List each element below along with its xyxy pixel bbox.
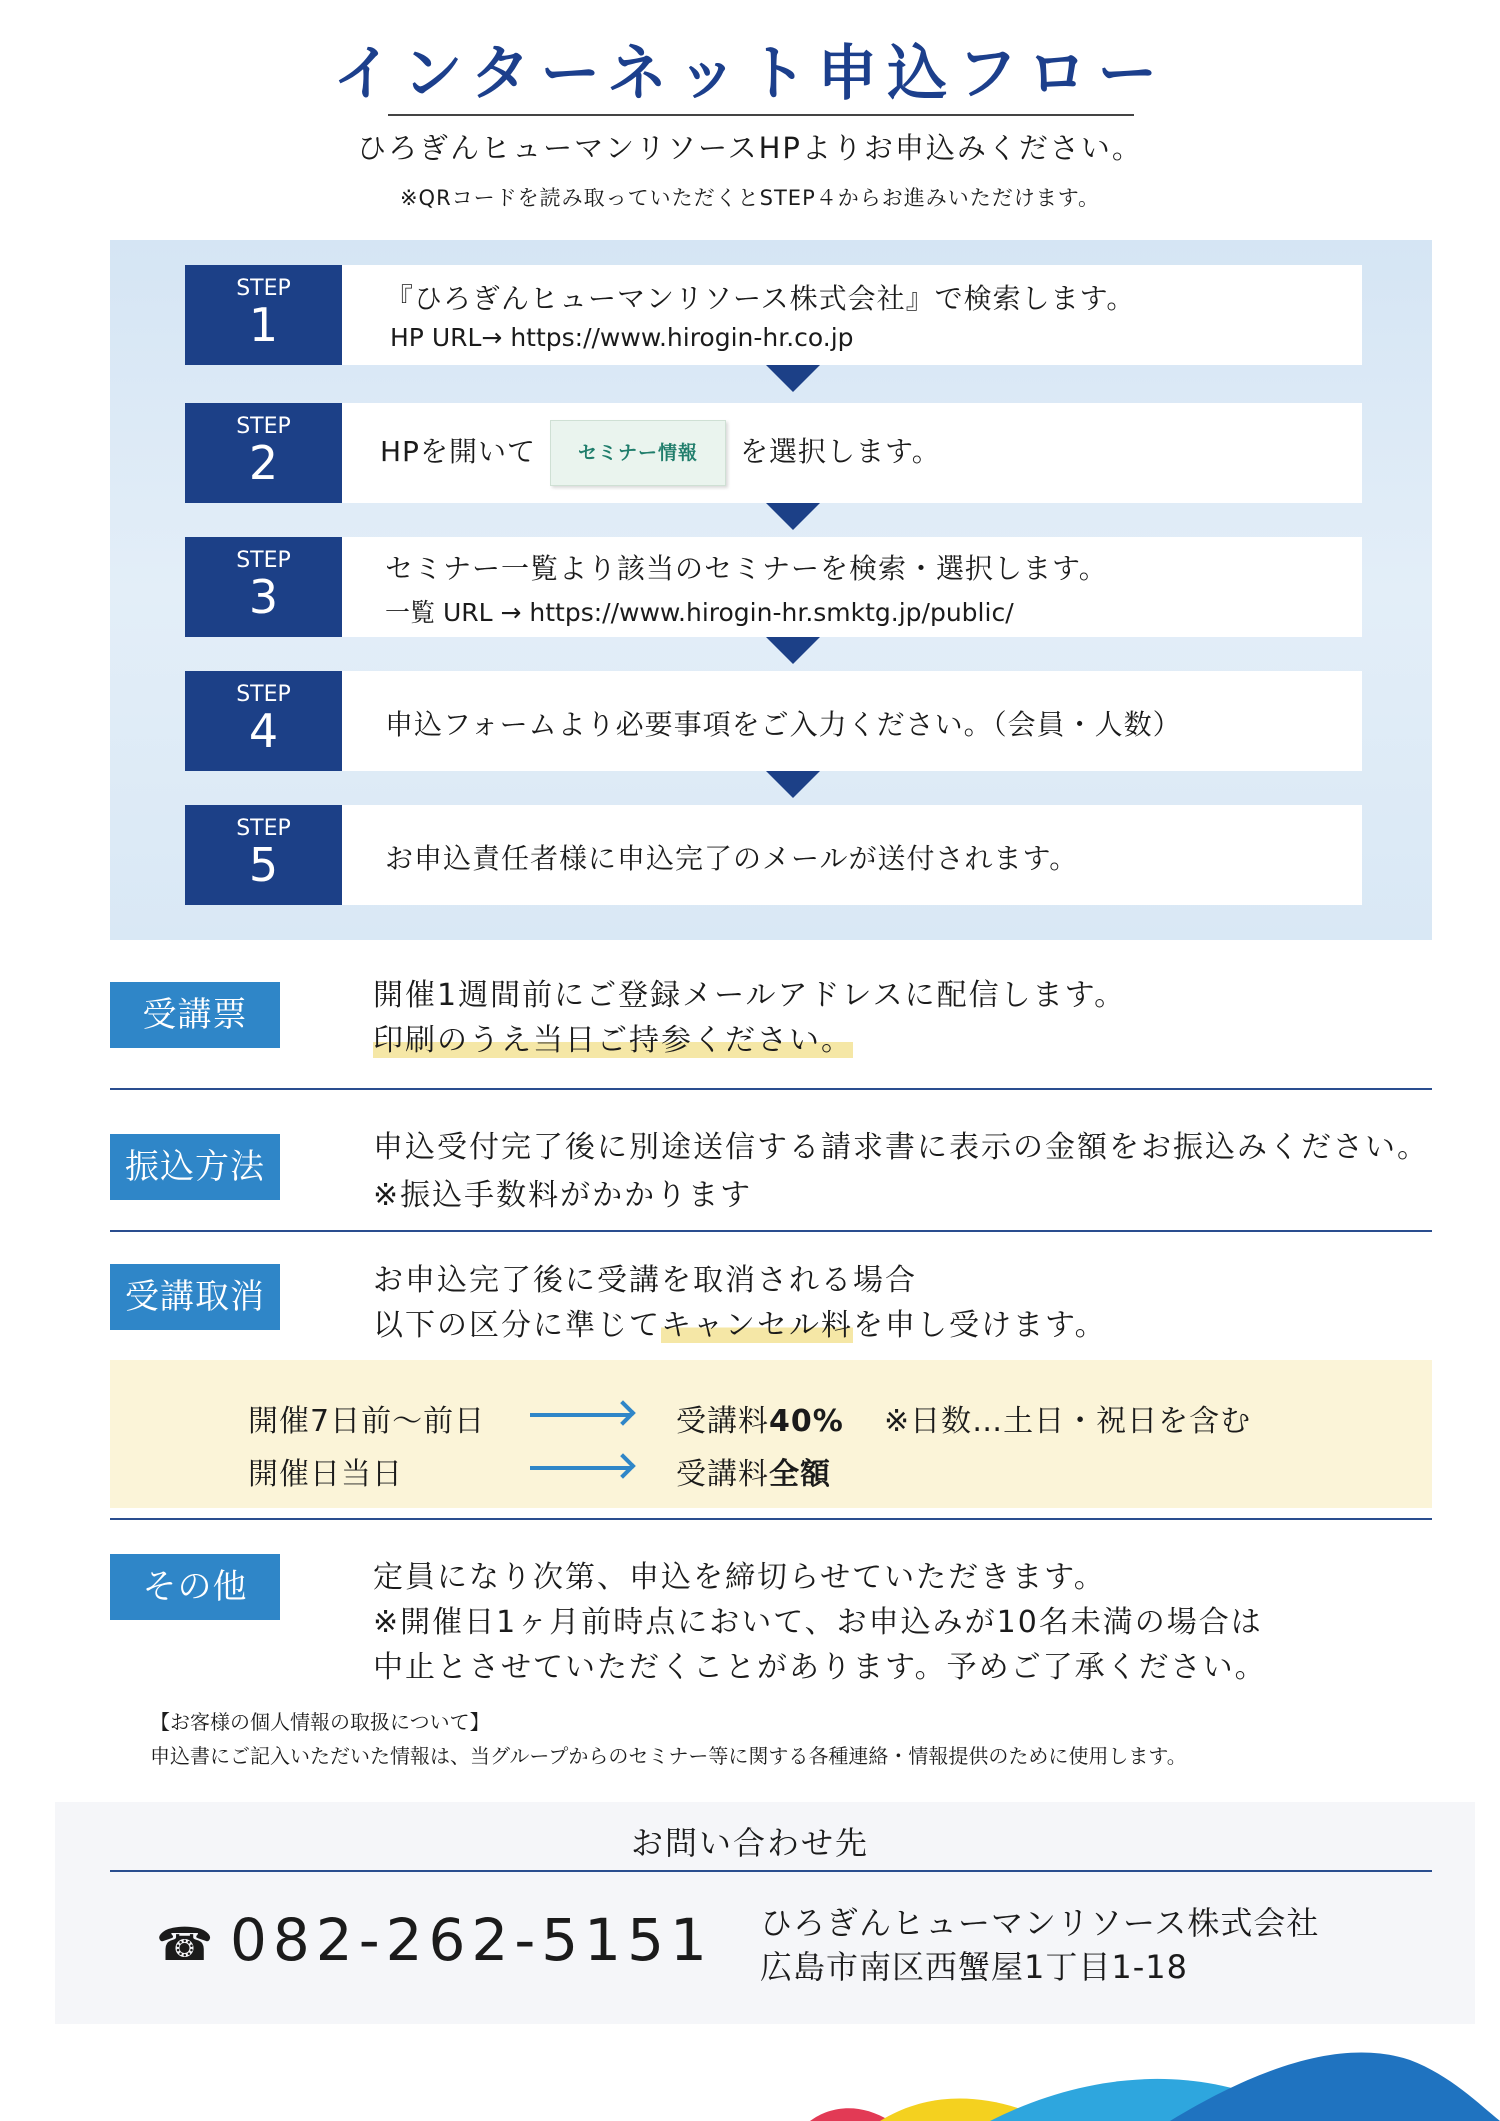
cancel-text-a: 以下の区分に準じて [373,1308,661,1343]
step-number: 5 [248,838,279,892]
step-text: セミナー一覧より該当のセミナーを検索・選択します。 [385,552,1108,585]
page-subtitle: ひろぎんヒューマンリソースHPよりお申込みください。 [357,131,1143,165]
step-label: STEP [236,548,291,573]
fee-rate-1 [676,1396,844,1440]
step-url[interactable]: 一覧 URL → https://www.hirogin-hr.smktg.jp/public/ [385,598,1014,627]
other-line-2: ※開催日1ヶ月前時点において、お申込みが10名未満の場合は [373,1605,1263,1640]
step-badge [185,537,342,637]
transfer-line-2: ※振込手数料がかかります [373,1178,753,1213]
section-divider [110,1230,1432,1232]
step-label: STEP [236,276,291,301]
step-label: STEP [236,414,291,439]
privacy-body: 申込書にご記入いただいた情報は、当グループからのセミナー等に関する各種連絡・情報提供のために使用します。 [150,1744,1187,1768]
right-arrow-icon [530,1413,630,1417]
right-arrow-icon [530,1466,630,1470]
company-name: ひろぎんヒューマンリソース株式会社 [760,1904,1320,1942]
transfer-line-1: 申込受付完了後に別途送信する請求書に表示の金額をお振込みください。 [373,1130,1429,1165]
contact-title: お問い合わせ先 [630,1824,869,1862]
step-number: 4 [248,704,279,758]
step-number: 1 [248,298,279,352]
fee-prefix: 受講料 [676,1404,769,1439]
section-divider [110,1088,1432,1090]
step-text: お申込責任者様に申込完了のメールが送付されます。 [385,842,1079,875]
arrow-down-icon [766,365,820,392]
section-divider [110,1518,1432,1520]
step-3 [185,537,1362,637]
step-number: 3 [248,570,279,624]
step-label: STEP [236,816,291,841]
step-5 [185,805,1362,905]
step-text: 『ひろぎんヒューマンリソース株式会社』で検索します。 [385,282,1136,315]
privacy-heading: 【お客様の個人情報の取扱について】 [150,1710,490,1734]
section-tag-transfer: 振込方法 [110,1134,280,1200]
step-url[interactable]: HP URL→ https://www.hirogin-hr.co.jp [390,323,854,352]
other-line-1: 定員になり次第、申込を締切らせていただきます。 [373,1560,1106,1595]
section-tag-other: その他 [110,1554,280,1620]
fee-note: ※日数…土日・祝日を含む [884,1404,1252,1439]
arrow-down-icon [766,771,820,798]
seminar-info-button[interactable]: セミナー情報 [550,420,726,486]
step-text: 申込フォームより必要事項をご入力ください。（会員・人数） [385,708,1182,741]
fee-value: 全額 [769,1457,831,1492]
company-address: 広島市南区西蟹屋1丁目1-18 [760,1948,1188,1986]
step-badge [185,403,342,503]
cancel-line-2 [373,1300,1107,1344]
arrow-down-icon [766,503,820,530]
fee-prefix: 受講料 [676,1457,769,1492]
step-1 [185,265,1362,365]
step-4 [185,671,1362,771]
section-tag-ticket: 受講票 [110,982,280,1048]
page-title: インターネット申込フロー [332,39,1168,109]
ticket-line-2 [373,1015,853,1059]
phone-icon: ☎ [156,1917,214,1971]
cancel-line-1: お申込完了後に受講を取消される場合 [373,1263,917,1298]
title-underline [388,114,1134,116]
fee-value: 40% [769,1404,844,1439]
step-text-after: を選択します。 [739,435,941,468]
step-badge [185,265,342,365]
other-line-3: 中止とさせていただくことがあります。予めご了承ください。 [373,1650,1267,1685]
cancel-fee-highlight: キャンセル料 [661,1308,853,1343]
step-number: 2 [248,436,279,490]
fee-period-2: 開催日当日 [248,1457,403,1492]
cancel-text-b: を申し受けます。 [853,1308,1107,1343]
ticket-line-1: 開催1週間前にご登録メールアドレスに配信します。 [373,978,1127,1013]
fee-rate-2 [676,1449,831,1493]
section-tag-cancel: 受講取消 [110,1264,280,1330]
step-badge [185,805,342,905]
step-badge [185,671,342,771]
step-text [380,420,941,486]
decorative-waves [790,2020,1500,2121]
arrow-down-icon [766,637,820,664]
ticket-highlight: 印刷のうえ当日ご持参ください。 [373,1023,853,1058]
step-2 [185,403,1362,503]
phone-number[interactable]: 082-262-5151 [230,1906,713,1974]
wave-red [810,2108,890,2121]
step-label: STEP [236,682,291,707]
qr-note: ※QRコードを読み取っていただくとSTEP４からお進みいただけます。 [399,186,1101,210]
fee-period-1: 開催7日前～前日 [248,1404,486,1439]
contact-divider [110,1870,1432,1872]
step-text-before: HPを開いて [380,435,536,468]
